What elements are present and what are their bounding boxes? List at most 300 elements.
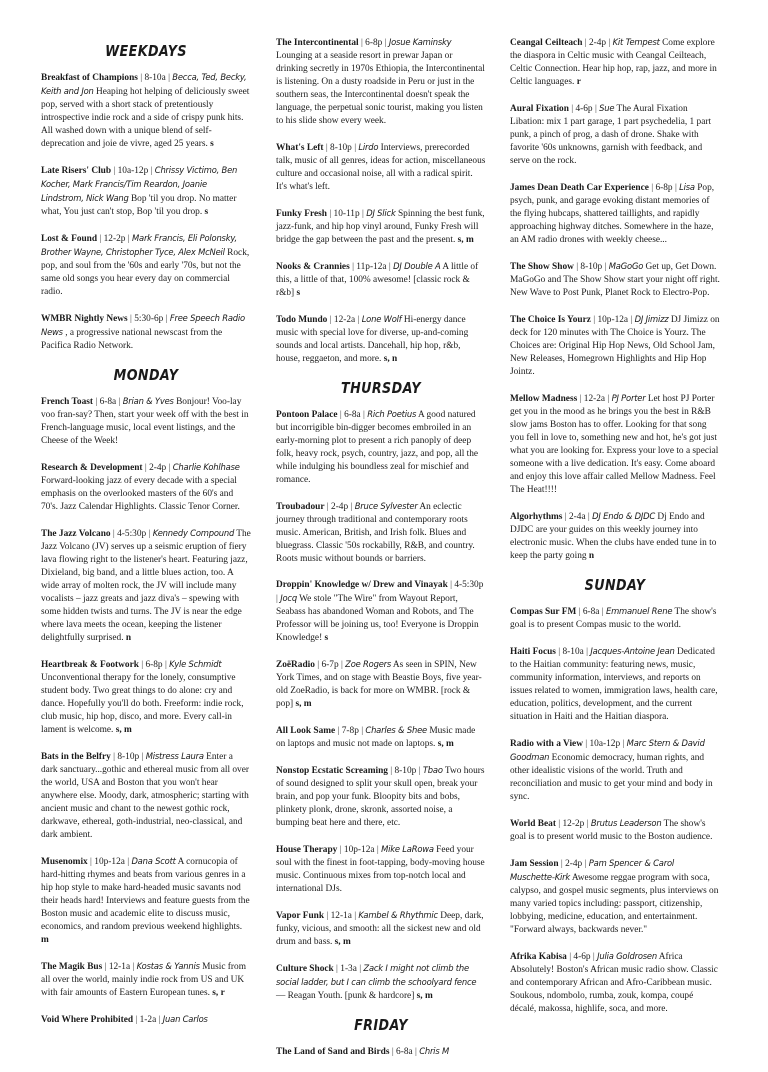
show-description: Feed your soul with the finest in foot-tapping, body-moving house music. Continuous mixes from top-notch local and international DJs. (276, 845, 485, 894)
schedule-column (276, 36, 486, 1072)
show-time: 6-7p (321, 660, 339, 670)
show-description: Deep, dark, funky, vicious, and smooth: all the sickest new and old drum and bass. (276, 911, 484, 947)
separator: | (566, 952, 574, 962)
show-time: 8-10a (144, 73, 166, 83)
show-listing (276, 207, 486, 247)
show-title: Algorhythms (510, 512, 563, 522)
show-description: Enter a dark sanctuary...gothic and ethereal music from all over the world, USA and Boston that you won't hear anywhere else. Moody, dark, atmospheric; starting with ancient music and chant to the newest gothic rock, darkwave, ethereal, goth-industrial, neo-classical, and dark ambient. (41, 752, 249, 840)
day-heading: MONDAY (113, 366, 179, 384)
show-listing (41, 71, 251, 151)
show-host: Kennedy Compound (152, 528, 235, 538)
separator: | (360, 410, 368, 420)
show-title: The Land of Sand and Birds (276, 1047, 390, 1057)
show-listing (276, 843, 486, 896)
separator: | (156, 1015, 163, 1025)
separator: | (163, 314, 170, 324)
show-listing (276, 408, 486, 487)
show-title: James Dean Death Car Experience (510, 183, 649, 193)
show-time: 4-6p (573, 952, 591, 962)
show-title: Nonstop Ecstatic Screaming (276, 766, 388, 776)
show-title: Droppin' Knowledge w/ Drew and Vinayak (276, 580, 448, 590)
show-host: Chris M (419, 1046, 449, 1056)
show-genre-tags: m (41, 935, 49, 945)
show-description: Economic democracy, human rights, and other idealistic visions of the world. Truth and reconciliation and music to get your mind and body in sync. (510, 753, 713, 802)
show-time: 7-8p (341, 726, 359, 736)
show-listing (510, 36, 720, 89)
show-time: 12-2p (562, 819, 585, 829)
separator: | (335, 726, 342, 736)
separator: | (87, 857, 95, 867)
show-genre-tags: r (576, 77, 581, 87)
show-host: PJ Porter (611, 393, 646, 403)
show-title: Haiti Focus (510, 647, 556, 657)
show-listing (276, 500, 486, 566)
show-listing (41, 312, 251, 353)
separator: | (110, 752, 118, 762)
show-listing (41, 395, 251, 448)
show-time: 10p-12a (343, 845, 375, 855)
show-description: Awesome reggae program with soca, calypso, and gospel music segments, plus interviews on many varied topics including: passport, citizenship, lobbying, medicine, education, and entertainment. "Forward always, backwards never." (510, 873, 719, 935)
show-host: Chrissy Victimo, Ben Kocher, Mark Francis/Tim Reardon, Joanie Lindstrom, Nick Wang (41, 165, 238, 203)
separator: | (326, 209, 334, 219)
show-host: Lone Wolf (361, 314, 402, 324)
separator: | (590, 952, 598, 962)
show-host: DJ Double A (393, 261, 441, 271)
separator: | (648, 183, 656, 193)
separator: | (555, 647, 563, 657)
show-genre-tags: s, m (416, 991, 433, 1001)
separator: | (590, 315, 598, 325)
show-time: 6-8a (344, 410, 361, 420)
separator: | (672, 183, 680, 193)
show-host: DJ Endo & DJDC (592, 511, 656, 521)
show-title: WMBR Nightly News (41, 314, 128, 324)
separator: | (358, 726, 366, 736)
show-description: Bonjour! Voo-lay voo fran-say? Then, start your week off with the best in French-language music, local event listings, and the Cheese of the Week! (41, 397, 249, 446)
separator: | (356, 964, 364, 974)
show-time: 2-4p (588, 38, 607, 48)
show-title: All Look Same (276, 726, 336, 736)
show-listing (276, 1045, 486, 1059)
show-host: Dana Scott (131, 856, 176, 866)
show-host: Marc Stern & David Goodman (510, 738, 705, 762)
show-description: Lounging at a seaside resort in prewar Japan or drinking secretly in 1970s Ethiopia, the Intercontinental is listening. On a dusty roadside in Peru or just in the southern seas, the Intercontinental doesn't speak the language, the perpetual sonic tourist, making you listen to his slide show every week. (276, 51, 485, 126)
show-listing (510, 260, 720, 300)
show-time: 12-2a (583, 394, 606, 404)
show-host: Kostas & Yannis (136, 961, 200, 971)
show-description: Heaping hot helping of deliciously sweet pop, served with a short stack of pretentiously introspective indie rock and a side of crispy punk hits. All washed down with a unique blend of self-deprecation and joie de vivre, aged 25 years. (41, 87, 250, 149)
separator: | (558, 859, 566, 869)
show-description: Pop, psych, punk, and garage evoking distant memories of the flying hubcaps, shattered taillights, and rapidly approaching highway ditches. Somewhere in the haze, an AM radio drones with weekly cheese... (510, 183, 715, 245)
show-listing (510, 102, 720, 168)
separator: | (555, 819, 563, 829)
show-time: 8-10a (562, 647, 584, 657)
separator: | (110, 529, 118, 539)
show-time: 1-3a (340, 964, 357, 974)
show-time: 6-8a (582, 607, 600, 617)
separator: | (382, 38, 389, 48)
show-host: Julia Goldrosen (597, 951, 657, 961)
separator: | (582, 739, 590, 749)
show-title: Aural Fixation (510, 104, 569, 114)
show-title: What's Left (276, 143, 324, 153)
show-listing (276, 260, 486, 300)
show-time: 4-5:30p (454, 580, 484, 590)
show-description: Spinning the best funk, jazz-funk, and hip hop vinyl around, Funky Fresh will bridge the gap between the past and the present. (276, 209, 485, 245)
separator: | (124, 857, 132, 867)
show-genre-tags: s, m (115, 725, 132, 735)
show-genre-tags: s, m (457, 235, 474, 245)
separator: | (338, 660, 346, 670)
show-listing (41, 527, 251, 645)
separator: | (447, 580, 455, 590)
show-genre-tags: s, m (437, 739, 454, 749)
show-time: 12-1a (108, 962, 131, 972)
separator: | (592, 104, 600, 114)
day-heading: THURSDAY (340, 379, 421, 397)
show-host: Charlie Kohlhase (172, 462, 240, 472)
show-title: ZoëRadio (276, 660, 315, 670)
separator: | (125, 234, 132, 244)
separator: | (165, 73, 173, 83)
separator: | (573, 262, 581, 272)
show-genre-tags: s (210, 139, 214, 149)
show-host: Bruce Sylvester (354, 501, 418, 511)
schedule-column (41, 36, 251, 1040)
show-description: Interviews, prerecorded talk, music of all genres, ideas for action, miscellaneous culture and occasional noise, all with a radical spirit. It's what's left. (276, 143, 486, 192)
show-host: Jocq (280, 593, 297, 603)
show-time: 2-4p (149, 463, 167, 473)
show-time: 10-11p (333, 209, 360, 219)
show-host: DJ Jimizz (634, 314, 669, 324)
show-host: Emmanuel Rene (605, 606, 673, 616)
separator: | (133, 1015, 140, 1025)
separator: | (337, 845, 344, 855)
separator: | (116, 397, 123, 407)
show-title: Heartbreak & Footwork (41, 660, 139, 670)
show-genre-tags: s (204, 207, 209, 217)
show-description: Music made on laptops and music not made on laptops. (276, 726, 476, 749)
show-host: Sue (599, 103, 615, 113)
show-title: The Choice Is Yourz (510, 315, 591, 325)
separator: | (389, 1047, 397, 1057)
show-description: An eclectic journey through traditional and contemporary roots music. American, British, and Irish folk. Blues and bluegrass. Classic '50s rockabilly, R&B, and country. Roots music without bounds or barriers. (276, 502, 475, 564)
show-host: Kambel & Rhythmic (358, 910, 438, 920)
show-listing (510, 857, 720, 937)
show-genre-tags: s, r (212, 988, 225, 998)
show-listing (41, 750, 251, 842)
show-listing (276, 962, 486, 1003)
separator: | (582, 38, 589, 48)
show-title: World Beat (510, 819, 556, 829)
separator: | (166, 463, 173, 473)
show-title: Compas Sur FM (510, 607, 577, 617)
show-listing (510, 605, 720, 632)
show-listing (510, 817, 720, 844)
show-description: Come explore the diaspora in Celtic music with Ceangal Ceilteach, Celtic Connection. Hear hip hop, rap, jazz, and more in Celtic languages. (510, 38, 717, 87)
show-listing (276, 141, 486, 194)
show-description: The Aural Fixation Libation: mix 1 part garage, 1 part psychedelia, 1 part punk, a pinch of prog, a dash of drone. Shake with favorite '60s unknowns, garnish with feedback, and serve on the rock. (510, 104, 712, 166)
separator: | (314, 660, 322, 670)
show-genre-tags: s, m (334, 937, 351, 947)
show-time: 8-10p (117, 752, 140, 762)
show-listing (41, 960, 251, 1000)
show-host: Lisa (679, 182, 695, 192)
show-time: 6-8a (99, 397, 117, 407)
show-genre-tags: s (324, 633, 329, 643)
show-title: Troubadour (276, 502, 325, 512)
show-listing (41, 1013, 251, 1027)
separator: | (562, 512, 569, 522)
show-time: 10p-12a (597, 315, 629, 325)
show-time: 5:30-6p (134, 314, 164, 324)
show-title: The Magik Bus (41, 962, 103, 972)
show-description: Get up, Get Down. MaGoGo and The Show Show start your night off right. New Wave to Post Punk, Planet Rock to Electro-Pop. (510, 262, 720, 298)
separator: | (585, 512, 593, 522)
show-host: Lirdo (358, 142, 379, 152)
show-title: Breakfast of Champions (41, 73, 138, 83)
show-description: The Jazz Volcano (JV) serves up a seismic eruption of fiery lava flowing right to the listener's heart. Featuring jazz, Dixieland, big band, and a little blues action, too. A wide array of molten rock, the JV will include many vocalists – jazz greats and jazz diva's – spewing with some hidden twists and turns. The JV is near the edge where lava meets the ocean, keeping the listener delightfully surprised. (41, 529, 251, 643)
show-title: Vapor Funk (276, 911, 325, 921)
show-description: A little of this, a little of that, 100% awesome! [classic rock & r&b] (276, 262, 479, 298)
show-time: 10a-12p (117, 166, 149, 176)
show-time: 2-4a (568, 512, 586, 522)
show-listing (276, 764, 486, 830)
separator: | (605, 394, 612, 404)
separator: | (358, 38, 366, 48)
separator: | (127, 314, 135, 324)
separator: | (351, 911, 359, 921)
show-time: 12-2p (103, 234, 126, 244)
show-host: Zack I might not climb the social ladder, but I can climb the schoolyard fence (276, 963, 477, 987)
show-genre-tags: s, m (295, 699, 312, 709)
show-title: Void Where Prohibited (41, 1015, 134, 1025)
show-description: A good natured but incorrigible bin-digger becomes embroiled in an early-morning plot to present a rich panoply of deep folk, heavy rock, psych, country, jazz, and pop, all the while indulging his boundless zeal for mischief and romance. (276, 410, 479, 485)
day-heading: WEEKDAYS (105, 42, 187, 60)
show-listing (510, 950, 720, 1016)
separator: | (333, 964, 341, 974)
show-host: Zoe Rogers (345, 659, 392, 669)
show-host: Juan Carlos (162, 1014, 208, 1024)
show-title: French Toast (41, 397, 94, 407)
separator: | (146, 529, 153, 539)
show-host: DJ Slick (366, 208, 396, 218)
separator: | (387, 766, 395, 776)
show-description: Two hours of sound designed to split your skull open, break your brain, and pop your funk. Bloopity bits and bobs, plinkety plonk, drone, skronk, assorted noise, a bumping beat here and there, etc. (276, 766, 485, 828)
separator: | (162, 660, 170, 670)
show-time: 12-1a (330, 911, 352, 921)
separator: | (412, 1047, 420, 1057)
show-listing (276, 658, 486, 711)
show-listing (276, 579, 486, 645)
separator: | (374, 845, 382, 855)
show-title: The Show Show (510, 262, 574, 272)
show-time: 2-4p (331, 502, 349, 512)
show-host: Tbao (422, 765, 443, 775)
show-title: Ceangal Ceilteach (510, 38, 583, 48)
separator: | (359, 209, 367, 219)
separator: | (139, 752, 146, 762)
separator: | (620, 739, 627, 749)
show-listing (41, 658, 251, 737)
show-host: Kyle Schmidt (169, 659, 222, 669)
separator: | (386, 262, 394, 272)
show-listing (41, 164, 251, 219)
show-listing (510, 181, 720, 247)
separator: | (142, 463, 150, 473)
separator: | (337, 410, 345, 420)
show-title: Jam Session (510, 859, 559, 869)
separator: | (577, 394, 584, 404)
separator: | (276, 594, 281, 604)
separator: | (138, 660, 146, 670)
show-description: Forward-looking jazz of every decade with a special emphasis on the overlooked masters of the 60's and 70's. Jazz Calendar Highlights. Classic Tenor Corner. (41, 476, 240, 512)
show-description: Hi-energy dance music with special love for diverse, up-and-coming sounds and local artists. Dancehall, hip hop, r&b, house, reggaeton, and more. (276, 315, 469, 364)
show-description: A cornucopia of hard-hitting rhymes and beats from various genres in a hip hop style to make hard-headed music savants nod their heads hard! Interviews and feature guests from the Boston music and academic elite to discuss music, economics, and random previous weekend highlights. (41, 857, 250, 932)
separator: | (148, 166, 155, 176)
show-time: 8-10p (330, 143, 352, 153)
show-host: MaGoGo (608, 261, 644, 271)
show-title: Nooks & Crannies (276, 262, 350, 272)
show-host: Becca, Ted, Becky, Keith and Jon (41, 72, 247, 96)
show-listing (41, 855, 251, 947)
show-host: Pam Spencer & Carol Muschette-Kirk (510, 858, 675, 882)
separator: | (324, 911, 331, 921)
show-description: Rock, pop, and soul from the '60s and early '70s, but not the same old songs you hear every day on commercial radio. (41, 248, 250, 297)
show-description: As seen in SPIN, New York Times, and on stage with Beastie Boys, five year-old ZoeRadio, is back for more on WMBR. [rock & pop] (276, 660, 482, 709)
show-listing (41, 232, 251, 299)
show-listing (41, 461, 251, 514)
show-time: 8-10p (394, 766, 417, 776)
show-listing (276, 724, 486, 751)
show-title: House Therapy (276, 845, 338, 855)
show-listing (276, 313, 486, 366)
show-genre-tags: s, n (383, 354, 398, 364)
show-listing (510, 645, 720, 724)
show-host: Brutus Leaderson (590, 818, 662, 828)
show-title: Culture Shock (276, 964, 334, 974)
show-description: Music from all over the world, mainly indie rock from US and UK with fair amounts of Eastern European tunes. (41, 962, 246, 998)
show-time: 10a-12p (589, 739, 621, 749)
show-title: Funky Fresh (276, 209, 327, 219)
separator: | (323, 143, 331, 153)
show-genre-tags: n (588, 551, 595, 561)
show-title: The Jazz Volcano (41, 529, 111, 539)
separator: | (606, 38, 613, 48)
show-time: 12-2a (333, 315, 356, 325)
show-host: Charles & Shee (365, 725, 427, 735)
show-description: Bop 'til you drop. No matter what, You just can't stop, Bop 'til you drop. (41, 194, 237, 217)
show-description: Unconventional therapy for the lonely, consumptive student body. Two great things to do alone: cry and dance. Hopefully you'll do both. Freeform: indie rock, club music, hip hop, disco, and more. Every call-in lament is welcome. (41, 673, 244, 735)
separator: | (349, 262, 357, 272)
separator: | (584, 819, 591, 829)
show-title: Todo Mundo (276, 315, 328, 325)
show-description: — Reagan Youth. [punk & hardcore] (276, 991, 415, 1001)
show-genre-tags: s (296, 288, 301, 298)
schedule-column (510, 36, 720, 1029)
separator: | (351, 143, 359, 153)
day-heading: FRIDAY (354, 1016, 408, 1034)
show-description: The show's goal is to present Compas music to the world. (510, 607, 717, 630)
show-description: Dedicated to the Haitian community: featuring news, music, community information, interviews, and reports on issues related to women, immigration laws, health care, education, politics, development, and the current situation in Haiti and the Haitian diaspora. (510, 647, 718, 722)
show-host: Mark Francis, Eli Polonsky, Brother Wayne, Christopher Tyce, Alex McNeil (41, 233, 237, 257)
show-listing (510, 313, 720, 379)
show-title: Bats in the Belfry (41, 752, 111, 762)
show-genre-tags: n (125, 633, 132, 643)
show-time: 1-2a (139, 1015, 157, 1025)
separator: | (327, 315, 334, 325)
show-title: Lost & Found (41, 234, 98, 244)
separator: | (416, 766, 423, 776)
show-title: Afrika Kabisa (510, 952, 567, 962)
show-description: , a progressive national newscast from the Pacifica Radio Network. (41, 328, 223, 351)
separator: | (102, 962, 109, 972)
separator: | (602, 262, 609, 272)
day-heading: SUNDAY (584, 576, 646, 594)
separator: | (628, 315, 635, 325)
separator: | (583, 647, 591, 657)
separator: | (599, 607, 606, 617)
show-time: 2-4p (565, 859, 583, 869)
separator: | (576, 607, 583, 617)
show-host: Mike LaRowa (381, 844, 434, 854)
show-listing (276, 36, 486, 128)
show-title: Musenomix (41, 857, 88, 867)
separator: | (137, 73, 145, 83)
show-listing (276, 909, 486, 949)
show-time: 11p-12a (356, 262, 387, 272)
separator: | (582, 859, 589, 869)
show-host: Kit Tempest (612, 37, 660, 47)
show-description: Africa Absolutely! Boston's African music radio show. Classic and contemporary African and Afro-Caribbean music. Soukous, ndombolo, rumba, zouk, kompa, coupé décalé, makossa, highlife, soca, and more. (510, 952, 718, 1014)
show-listing (510, 510, 720, 563)
show-title: Pontoon Palace (276, 410, 338, 420)
show-description: We stole "The Wire" from Wayout Report, Seabass has abandoned Woman and Robots, and The Professor will be joining us, too! Everyone is Droppin Knowledge! (276, 594, 479, 643)
show-description: Dj Endo and DJDC are your guides on this weekly journey into electronic music. When the clubs have ended tune in to keep the party going (510, 512, 717, 561)
separator: | (97, 234, 104, 244)
show-title: Late Risers' Club (41, 166, 112, 176)
separator: | (324, 502, 332, 512)
show-listing (510, 737, 720, 804)
separator: | (568, 104, 576, 114)
show-description: Let host PJ Porter get you in the mood as he brings you the best in R&B slow jams Boston has to offer. Looking for that song you fell in love to, something new and hot, he's got just what you are looking for. Express your love to a special someone with a live dedication. It's easy. Come aboard and enjoy this love affair called Mellow Madness. Feel The Heat!!!! (510, 394, 719, 495)
show-title: Radio with a View (510, 739, 583, 749)
show-time: 8-10p (580, 262, 603, 272)
show-time: 10p-12a (94, 857, 125, 867)
show-host: Jacques-Antoine Jean (590, 646, 675, 656)
show-title: Research & Development (41, 463, 143, 473)
show-time: 6-8p (365, 38, 383, 48)
show-title: The Intercontinental (276, 38, 359, 48)
show-title: Mellow Madness (510, 394, 578, 404)
separator: | (348, 502, 355, 512)
show-time: 4-5:30p (117, 529, 147, 539)
show-description: The show's goal is to present world music to the Boston audience. (510, 819, 713, 842)
show-host: Josue Kaminsky (388, 37, 452, 47)
show-host: Brian & Yves (122, 396, 174, 406)
separator: | (93, 397, 100, 407)
show-time: 6-8p (655, 183, 673, 193)
show-description: DJ Jimizz on deck for 120 minutes with The Choice is Yourz. The Choices are: Original Hip Hop News, Old School Jam, New Releases, Homegrown Highlights and Hip Hop Jointz. (510, 315, 720, 377)
separator: | (111, 166, 118, 176)
separator: | (130, 962, 137, 972)
show-time: 6-8a (396, 1047, 413, 1057)
show-time: 6-8p (145, 660, 163, 670)
show-host: Mistress Laura (145, 751, 204, 761)
separator: | (355, 315, 362, 325)
show-time: 4-6p (575, 104, 593, 114)
show-listing (510, 392, 720, 497)
